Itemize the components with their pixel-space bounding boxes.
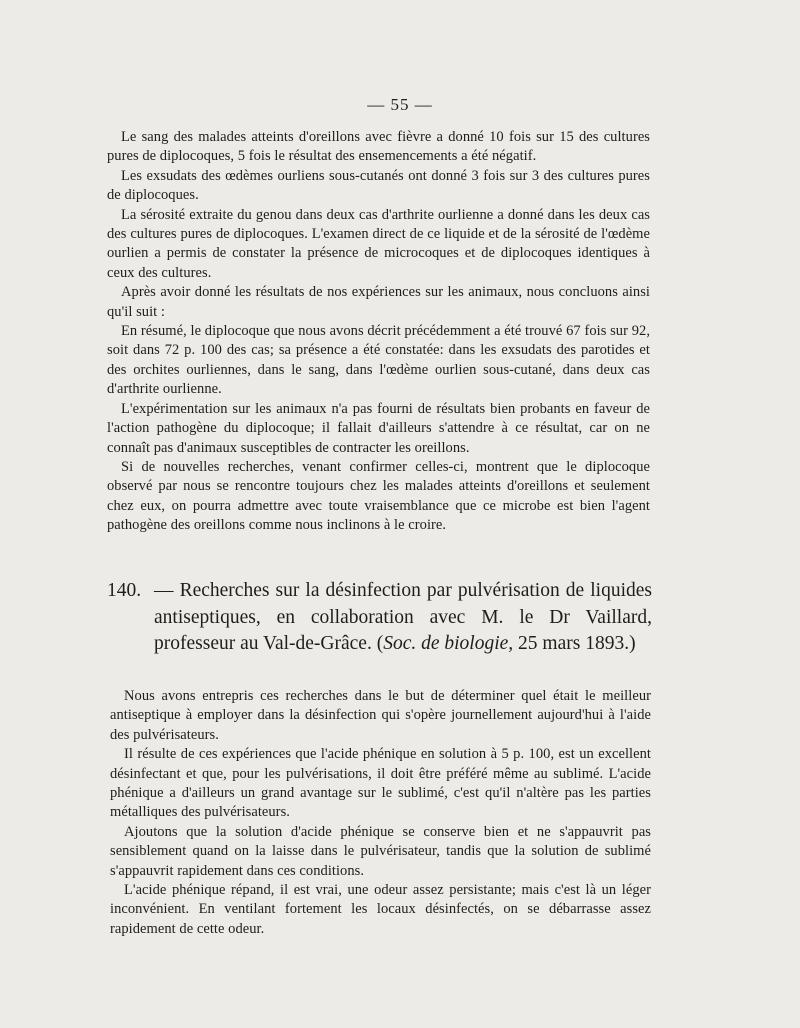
paragraph: Il résulte de ces expériences que l'acide phénique en solution à 5 p. 100, est un excellent désinfectant et que, pour les pulvérisations, il doit être préféré même au sublimé. L'acide phénique a d'ailleurs un grand avantage sur le sublimé, c'est qu'il n'altère pas les parties métalliques des pulvérisateurs. (110, 746, 651, 821)
section-title: — Recherches sur la désinfection par pulvérisation de liquides antiseptiques, en collaboration avec M. le Dr Vaillard, professeur au Val-de-Grâce. (154, 580, 652, 654)
paragraph: Ajoutons que la solution d'acide phénique se conserve bien et ne s'appauvrit pas sensiblement quand on la laisse dans le pulvérisateur, tandis que la solution de sublimé s'appauvrit rapidement dans ces conditions. (110, 823, 651, 879)
citation-open: ( (376, 633, 384, 654)
paragraph: L'acide phénique répand, il est vrai, une odeur assez persistante; mais c'est là un léger inconvénient. En ventilant fortement les locaux désinfectés, on se débarrasse assez rapidement de cette odeur. (110, 882, 651, 937)
paragraph: La sérosité extraite du genou dans deux cas d'arthrite ourlienne a donné dans les deux cas des cultures pures de diplocoques. L'examen direct de ce liquide et de la sérosité de l'œdème ourlien a permis de constater la présence de microcoques et de diplocoques identiques à ceux des cultures. (107, 206, 650, 281)
paragraph: L'expérimentation sur les animaux n'a pas fourni de résultats bien probants en faveur de l'action pathogène du diplocoque; il fallait d'ailleurs s'attendre à ce résultat, car on ne connaît pas d'animaux susceptibles de contracter les oreillons. (107, 400, 650, 456)
paragraph: Le sang des malades atteints d'oreillons avec fièvre a donné 10 fois sur 15 des cultures pures de diplocoques, 5 fois le résultat des ensemencements a été négatif. (107, 129, 650, 165)
paragraph: Les exsudats des œdèmes ourliens sous-cutanés ont donné 3 fois sur 3 des cultures pures de diplocoques. (107, 167, 650, 204)
citation-date: 25 mars 1893.) (513, 633, 636, 654)
section-title-block (154, 578, 652, 658)
paragraph: Après avoir donné les résultats de nos expériences sur les animaux, nous concluons ainsi qu'il suit : (107, 284, 650, 320)
text-block-bottom (110, 687, 651, 939)
citation-journal: Soc. de biologie, (383, 633, 514, 654)
section-number: 140. (107, 580, 142, 601)
page-number: — 55 — (367, 95, 433, 114)
paragraph: En résumé, le diplocoque que nous avons décrit précédemment a été trouvé 67 fois sur 92, soit dans 72 p. 100 des cas; sa présence a été constatée: dans les exsudats des parotides et des orchites ourliennes, dans le sang, dans l'œdème ourlien sous-cutané, dans deux cas d'arthrite ourlienne. (107, 323, 650, 398)
paragraph: Si de nouvelles recherches, venant confirmer celles-ci, montrent que le diplocoque observé par nous se rencontre toujours chez les malades atteints d'oreillons et seulement chez eux, on pourra admettre avec toute vraisemblance que ce microbe est bien l'agent pathogène des oreillons comme nous inclinons à le croire. (107, 458, 650, 534)
section-heading (107, 578, 652, 658)
text-block-top (107, 128, 650, 536)
paragraph: Nous avons entrepris ces recherches dans le but de déterminer quel était le meilleur antiseptique à employer dans la désinfection qui s'opère journellement aujourd'hui à l'aide des pulvérisateurs. (110, 688, 651, 743)
